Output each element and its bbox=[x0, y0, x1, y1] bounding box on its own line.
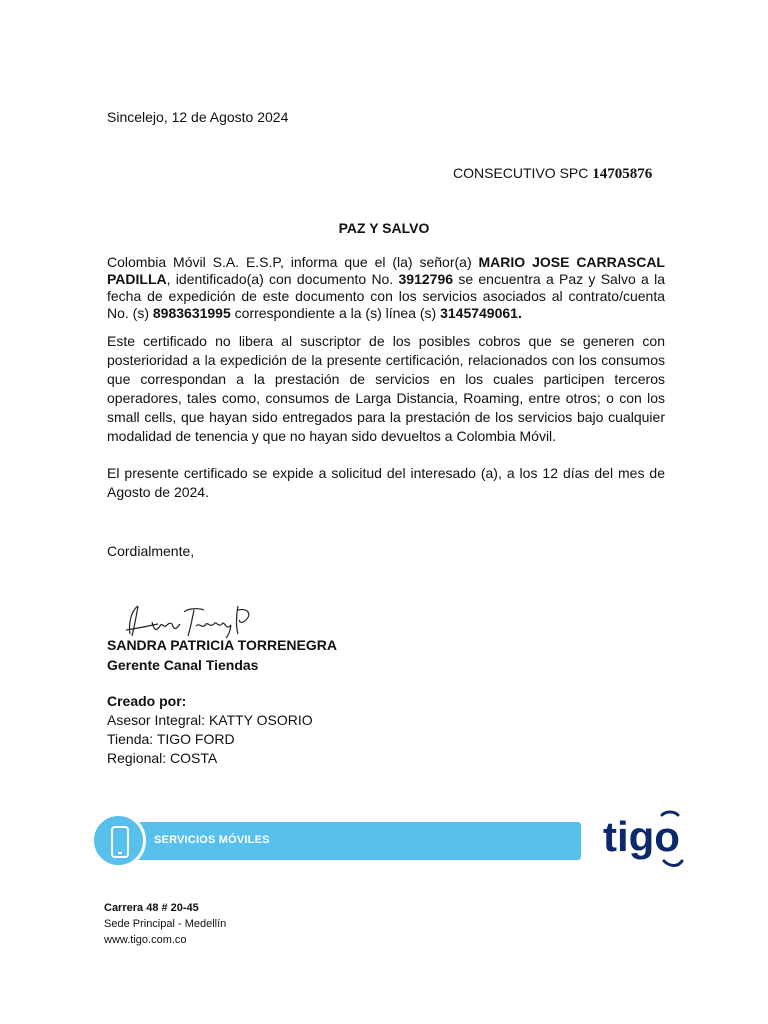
services-banner bbox=[91, 813, 581, 868]
address-line-2: Sede Principal - Medellín bbox=[104, 918, 227, 930]
client-name: MARIO JOSE CARRASCAL PADILLA bbox=[107, 254, 665, 287]
paragraph-certification bbox=[107, 254, 665, 322]
signer-name: SANDRA PATRICIA TORRENEGRA bbox=[107, 637, 337, 653]
p1-text-4: correspondiente a la (s) línea (s) bbox=[230, 305, 441, 321]
city-date: Sincelejo, 12 de Agosto 2024 bbox=[107, 109, 289, 125]
consecutive-number: 14705876 bbox=[592, 166, 653, 182]
created-advisor: Asesor Integral: KATTY OSORIO bbox=[107, 712, 313, 728]
created-store: Tienda: TIGO FORD bbox=[107, 731, 235, 747]
p1-text-2: , identificado(a) con documento No. bbox=[166, 271, 399, 287]
mobile-phone-icon bbox=[111, 826, 129, 858]
paragraph-disclaimer: Este certificado no libera al suscriptor de los posibles cobros que se generen con posterioridad a la expedición de la presente certificación, relacionados con los consumos que correspondan a la prestación de servicios en los cuales participen terceros operadores, tales como, consumos de Larga Distancia, Roaming, entre otros; o con los small cells, que hayan sido entregados para la prestación de los servicios bajo cualquier modalidad de tenencia y que no hayan sido devueltos a Colombia Móvil. bbox=[107, 333, 665, 444]
tigo-logo bbox=[600, 807, 690, 882]
address-line-1: Carrera 48 # 20-45 bbox=[104, 902, 199, 914]
website: www.tigo.com.co bbox=[104, 934, 187, 946]
created-by-label: Creado por: bbox=[107, 693, 187, 709]
banner-text: SERVICIOS MÓVILES bbox=[154, 834, 270, 846]
created-region: Regional: COSTA bbox=[107, 750, 218, 766]
banner-circle bbox=[91, 813, 146, 868]
consecutive-spc bbox=[453, 164, 652, 184]
p1-text-3: se encuentra a Paz y Salvo a la fecha de expedición de este documento con los servicios asociados al contrato/cuenta No. (s) bbox=[107, 271, 665, 321]
p1-text-1: Colombia Móvil S.A. E.S.P, informa que el (la) señor(a) bbox=[107, 254, 479, 270]
account-number: 8983631995 bbox=[152, 305, 231, 321]
closing: Cordialmente, bbox=[107, 543, 195, 559]
paragraph-request: El presente certificado se expide a solicitud del interesado (a), a los 12 días del mes de Agosto de 2024. bbox=[107, 465, 665, 500]
document-title: PAZ Y SALVO bbox=[338, 220, 430, 236]
svg-text:tigo: tigo bbox=[603, 813, 680, 860]
document-number: 3912796 bbox=[398, 271, 454, 287]
consecutive-label: CONSECUTIVO SPC bbox=[453, 165, 589, 181]
signer-role: Gerente Canal Tiendas bbox=[107, 657, 259, 673]
line-number: 3145749061. bbox=[440, 305, 522, 321]
